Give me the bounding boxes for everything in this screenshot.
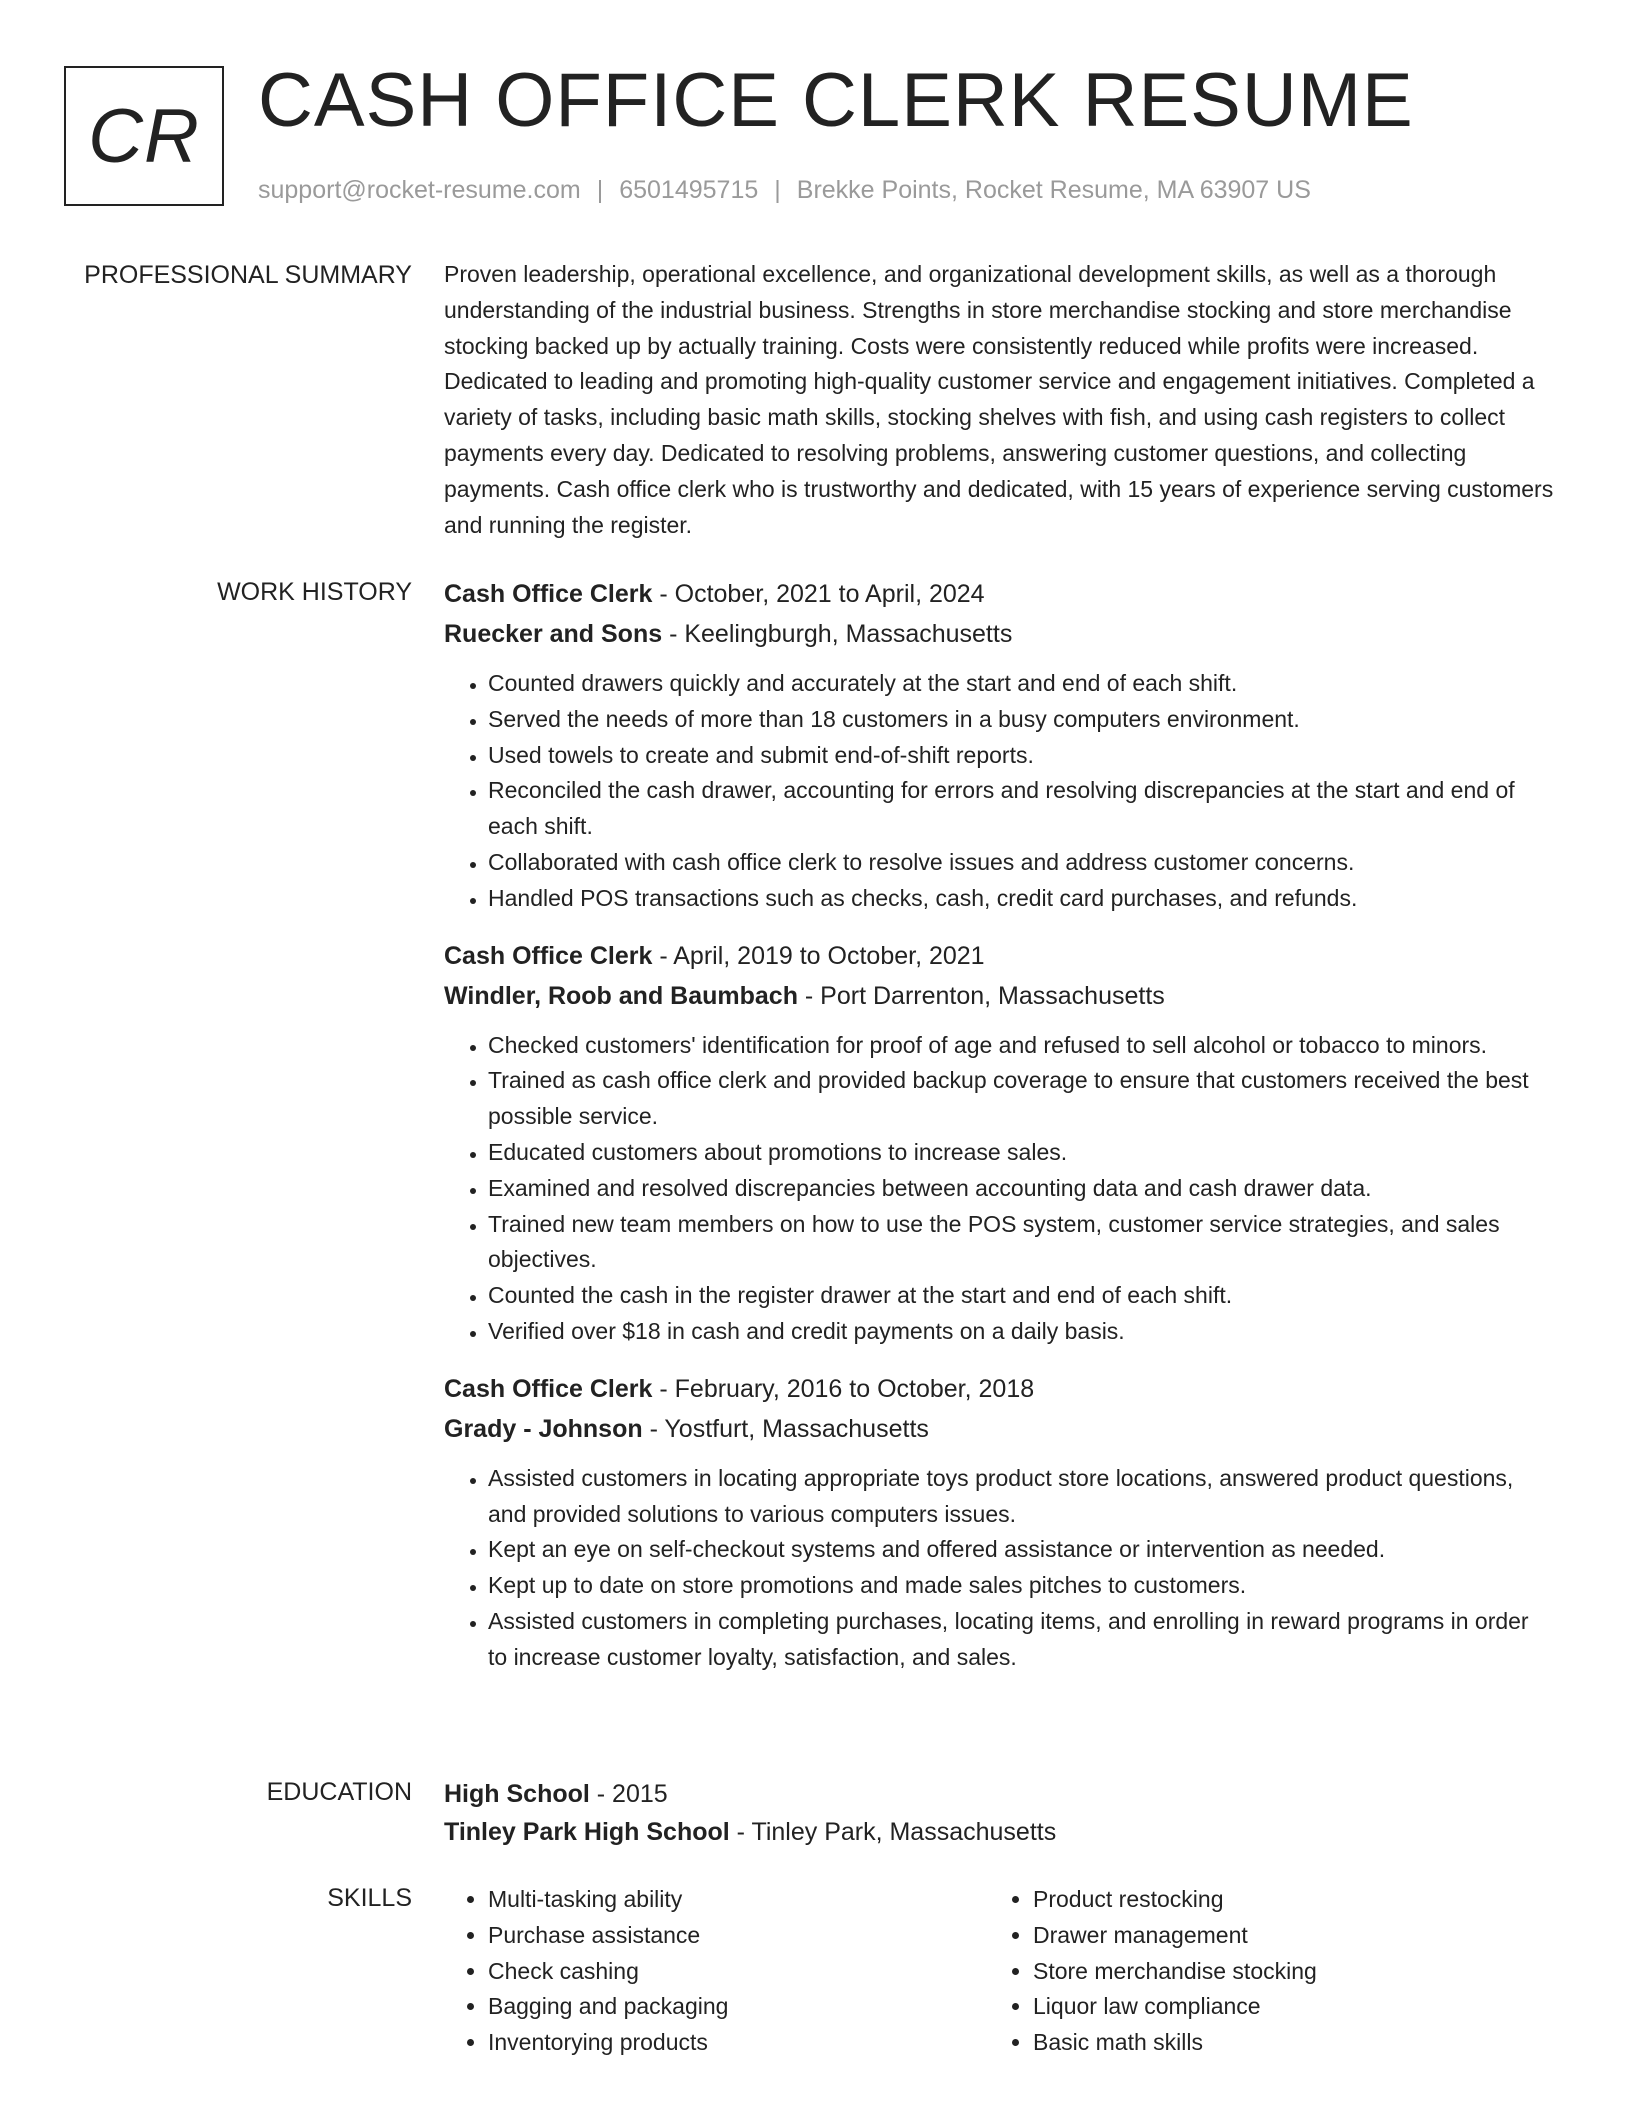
skill-item: • Liquor law compliance [1033,1989,1534,2025]
job-company-line [444,976,1554,1016]
skill-item: • Product restocking [1033,1882,1534,1918]
contact-email: support@rocket-resume.com [258,176,581,204]
duty-item: • Counted drawers quickly and accurately at the start and end of each shift. [488,666,1554,702]
education-year: - 2015 [589,1780,668,1808]
section-heading: WORK HISTORY [217,578,412,606]
education-degree-line [444,1774,1554,1814]
job-title: Cash Office Clerk [444,941,653,970]
job-dates: - February, 2016 to October, 2018 [652,1374,1035,1403]
contact-phone: 6501495715 [619,176,759,204]
duty-item: • Kept up to date on store promotions and made sales pitches to customers. [488,1568,1554,1604]
duty-item: • Kept an eye on self-checkout systems and offered assistance or intervention as needed. [488,1532,1554,1568]
job-dates: - April, 2019 to October, 2021 [652,941,985,970]
duty-item: • Assisted customers in locating appropriate toys product store locations, answered product questions, and provided solutions to various computers issues. [488,1461,1554,1533]
skill-item: • Bagging and packaging [488,1989,989,2025]
work-history-body [444,574,1554,1676]
skills-columns [444,1882,1554,2061]
job-entry [444,1369,1554,1676]
duty-item: • Checked customers' identification for proof of age and refused to sell alcohol or tobacco to minors. [488,1028,1554,1064]
duty-item: • Reconciled the cash drawer, accounting for errors and resolving discrepancies at the start and end of each shift. [488,773,1554,845]
education-school-line [444,1812,1554,1852]
education-degree: High School [444,1780,590,1808]
job-company: Ruecker and Sons [444,620,663,648]
duty-item: • Counted the cash in the register drawer at the start and end of each shift. [488,1278,1554,1314]
skill-item: • Store merchandise stocking [1033,1954,1534,1990]
section-heading: EDUCATION [266,1778,412,1806]
duty-item: • Educated customers about promotions to increase sales. [488,1135,1554,1171]
duty-item: • Handled POS transactions such as checks, cash, credit card purchases, and refunds. [488,881,1554,917]
education-school: Tinley Park High School [444,1818,730,1846]
duty-item: • Assisted customers in completing purchases, locating items, and enrolling in reward programs in order to increase customer loyalty, satisfaction, and sales. [488,1604,1554,1676]
skill-item: • Basic math skills [1033,2025,1534,2061]
resume-title: CASH OFFICE CLERK RESUME [258,58,1414,143]
job-title-line [444,574,1554,614]
job-entry [444,936,1554,1350]
duty-item: • Used towels to create and submit end-of-shift reports. [488,738,1554,774]
duty-item: • Trained as cash office clerk and provided backup coverage to ensure that customers received the best possible service. [488,1063,1554,1135]
job-entry [444,574,1554,917]
section-heading: SKILLS [327,1884,412,1912]
section-heading: PROFESSIONAL SUMMARY [84,261,412,289]
job-title-line [444,1369,1554,1409]
summary-text: Proven leadership, operational excellence, and organizational development skills, as well as a thorough understanding of the industrial business. Strengths in store merchandise stocking and store merchandise stocking backed up by actually training. Costs were consistently reduced while profits were increased. Dedicated to leading and promoting high-quality customer service and engagement initiatives. Completed a variety of tasks, including basic math skills, stocking shelves with fish, and using cash registers to collect payments every day. Dedicated to resolving problems, answering customer questions, and collecting payments. Cash office clerk who is trustworthy and dedicated, with 15 years of experience serving customers and running the register. [444,261,1554,538]
job-title-line [444,936,1554,976]
job-company: Grady - Johnson [444,1414,643,1443]
job-duties-list [444,1461,1554,1676]
skill-item: • Inventorying products [488,2025,989,2061]
education-body [444,1774,1554,1852]
job-company: Windler, Roob and Baumbach [444,981,798,1010]
skill-item: • Check cashing [488,1954,989,1990]
job-location: - Yostfurt, Massachusetts [642,1414,929,1443]
job-title: Cash Office Clerk [444,580,653,608]
skill-item: • Multi-tasking ability [488,1882,989,1918]
monogram-initials: CR [88,93,200,179]
skills-body [444,1882,1554,2061]
job-company-line [444,1409,1554,1449]
contact-separator: | [596,176,604,204]
summary-body [444,257,1554,543]
skill-item: • Purchase assistance [488,1918,989,1954]
job-title: Cash Office Clerk [444,1374,653,1403]
skills-list-left [444,1882,989,2061]
job-duties-list [444,1028,1554,1350]
skill-item: • Drawer management [1033,1918,1534,1954]
duty-item: • Trained new team members on how to use the POS system, customer service strategies, and sales objectives. [488,1207,1554,1279]
job-duties-list [444,666,1554,917]
skills-list-right [989,1882,1534,2061]
contact-line [258,172,1311,208]
duty-item: • Collaborated with cash office clerk to resolve issues and address customer concerns. [488,845,1554,881]
job-location: - Keelingburgh, Massachusetts [662,620,1013,648]
job-location: - Port Darrenton, Massachusetts [797,981,1165,1010]
duty-item: • Verified over $18 in cash and credit payments on a daily basis. [488,1314,1554,1350]
contact-separator: | [774,176,781,204]
education-location: - Tinley Park, Massachusetts [729,1818,1057,1846]
job-dates: - October, 2021 to April, 2024 [652,580,985,608]
duty-item: • Served the needs of more than 18 customers in a busy computers environment. [488,702,1554,738]
job-company-line [444,614,1554,654]
duty-item: • Examined and resolved discrepancies between accounting data and cash drawer data. [488,1171,1554,1207]
monogram-box [64,66,224,206]
contact-address: Brekke Points, Rocket Resume, MA 63907 US [796,176,1311,204]
